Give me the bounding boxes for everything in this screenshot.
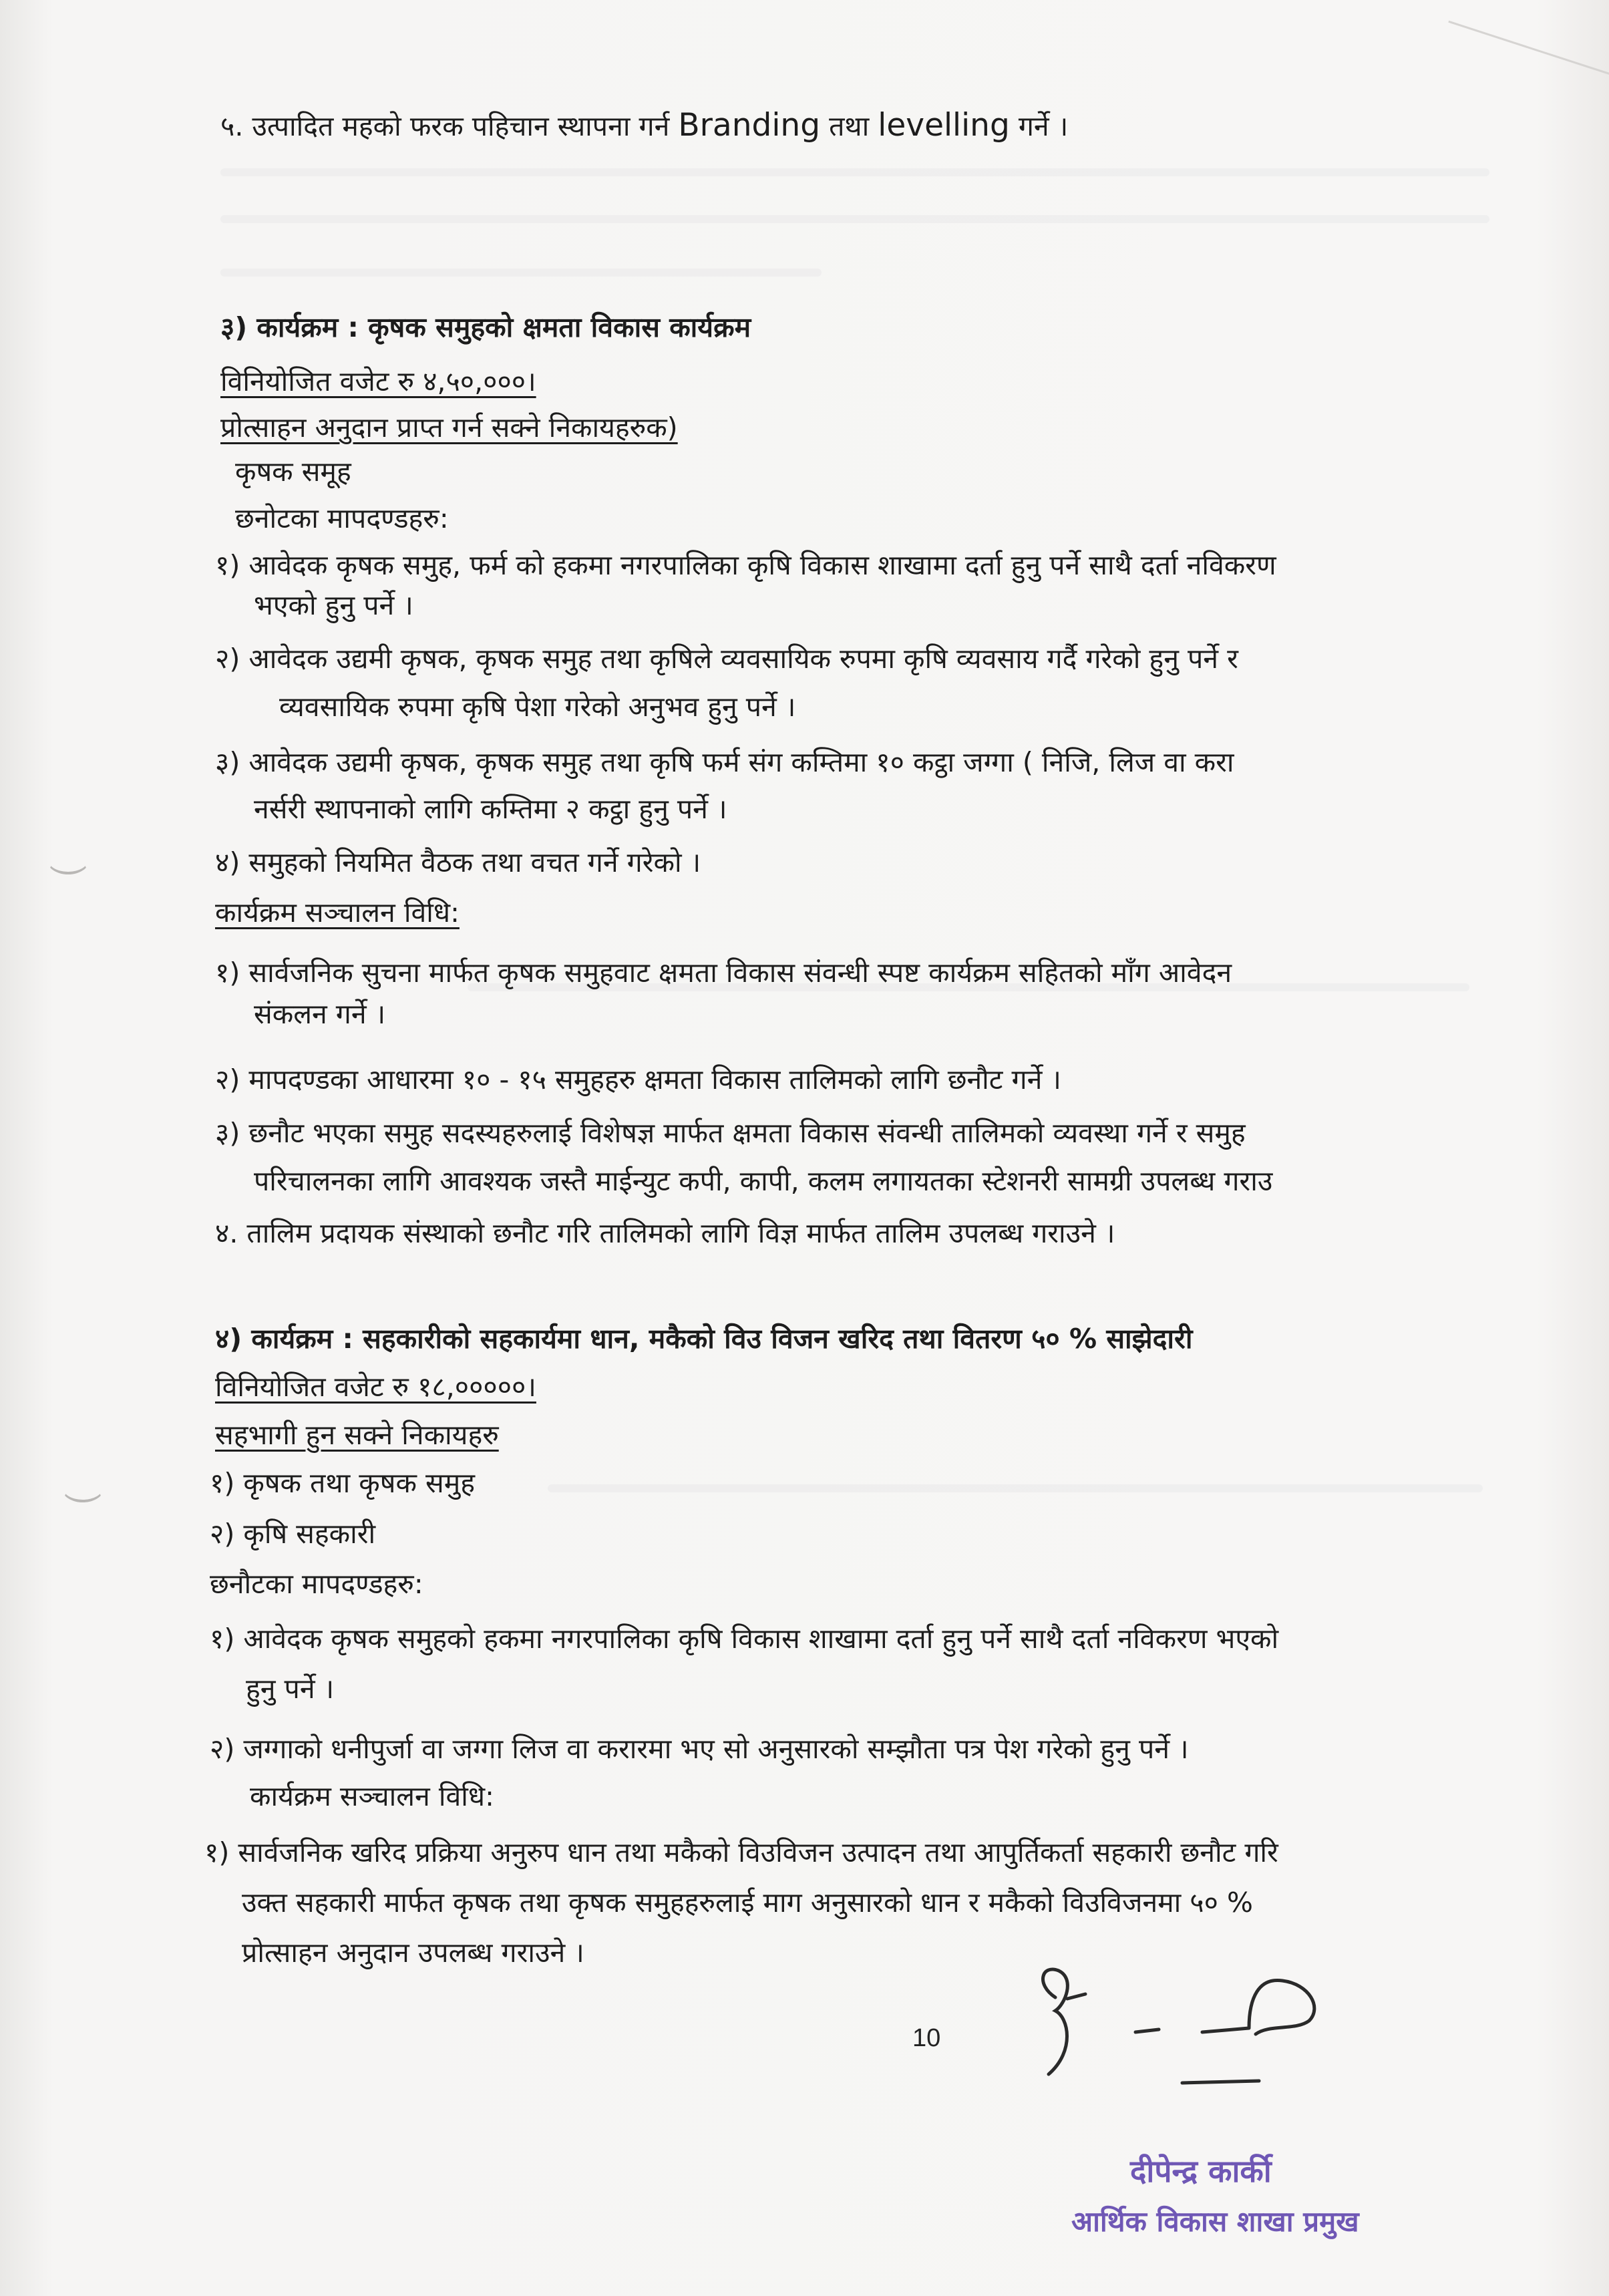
bleed-through-mark bbox=[220, 215, 1489, 223]
text-fragment: छनोटका मापदण्डहरु: bbox=[235, 502, 449, 534]
text-fragment: ४. तालिम प्रदायक संस्थाको छनौट गरि तालिमको लागि विज्ञ मार्फत तालिम उपलब्ध गराउने । bbox=[215, 1217, 1115, 1249]
bleed-through-mark bbox=[220, 168, 1489, 176]
text-fragment: १) आवेदक कृषक समुह, फर्म को हकमा नगरपालिका कृषि विकास शाखामा दर्ता हुनु पर्ने साथै दर्ता नविकरण bbox=[215, 549, 1276, 581]
text-fragment: levelling bbox=[878, 107, 1010, 144]
text-line bbox=[215, 954, 1232, 991]
subheading bbox=[220, 409, 678, 446]
text-fragment: २) जग्गाको धनीपुर्जा वा जग्गा लिज वा करारमा भए सो अनुसारको सम्झौता पत्र पेश गरेको हुनु पर्ने । bbox=[210, 1733, 1189, 1765]
text-line bbox=[235, 453, 351, 490]
stamp-officer-title: आर्थिक विकास शाखा प्रमुख bbox=[1071, 2205, 1359, 2238]
text-fragment: २) कृषि सहकारी bbox=[210, 1518, 376, 1550]
section-heading bbox=[220, 309, 751, 346]
text-fragment: १) कृषक तथा कृषक समुह bbox=[210, 1467, 475, 1499]
text-line bbox=[250, 1778, 494, 1815]
text-line bbox=[210, 1464, 475, 1502]
text-fragment: प्रोत्साहन अनुदान प्राप्त गर्न सक्ने निकायहरुक) bbox=[220, 412, 678, 444]
text-fragment: उक्त सहकारी मार्फत कृषक तथा कृषक समुहहरुलाई माग अनुसारको धान र मकैको विउविजनमा ५० % bbox=[242, 1887, 1253, 1919]
text-fragment: भएको हुनु पर्ने । bbox=[254, 589, 413, 621]
text-fragment: २) आवेदक उद्यमी कृषक, कृषक समुह तथा कृषिले व्यवसायिक रुपमा कृषि व्यवसाय गर्दै गरेको हुनु पर्ने र bbox=[215, 643, 1238, 675]
text-line bbox=[215, 1061, 1061, 1098]
stamp-officer-name: दीपेन्द्र कार्की bbox=[1130, 2153, 1272, 2189]
text-fragment: सहभागी हुन सक्ने निकायहरु bbox=[215, 1419, 499, 1451]
text-line bbox=[235, 500, 449, 537]
text-fragment: तथा bbox=[820, 110, 878, 142]
text-fragment: कार्यक्रम सञ्चालन विधि: bbox=[215, 896, 460, 929]
text-fragment: ३) आवेदक उद्यमी कृषक, कृषक समुह तथा कृषि फर्म संग कम्तिमा १० कट्ठा जग्गा ( निजि, लिज वा करा bbox=[215, 746, 1234, 778]
text-line bbox=[254, 587, 413, 624]
section-heading bbox=[215, 1320, 1192, 1357]
text-fragment: गर्ने । bbox=[1009, 110, 1069, 142]
text-line bbox=[254, 790, 727, 828]
text-line bbox=[215, 1214, 1115, 1252]
subheading bbox=[215, 1368, 536, 1406]
text-fragment: परिचालनका लागि आवश्यक जस्तै माईन्युट कपी, कापी, कलम लगायतका स्टेशनरी सामग्री उपलब्ध गराउ bbox=[254, 1165, 1273, 1197]
bleed-through-mark bbox=[220, 269, 822, 277]
handwritten-signature bbox=[1029, 1957, 1483, 2111]
text-fragment: २) मापदण्डका आधारमा १० - १५ समुहहरु क्षमता विकास तालिमको लागि छनौट गर्ने । bbox=[215, 1063, 1061, 1096]
text-line bbox=[215, 1114, 1246, 1152]
page-number: 10 bbox=[912, 2024, 941, 2052]
text-line bbox=[210, 1515, 375, 1552]
text-fragment: विनियोजित वजेट रु १८,०००००। bbox=[215, 1371, 536, 1403]
text-fragment: ४) कार्यक्रम : सहकारीको सहकार्यमा धान, मकैको विउ विजन खरिद तथा वितरण ५० % साझेदारी bbox=[215, 1323, 1193, 1355]
text-line bbox=[246, 1670, 334, 1707]
text-fragment: संकलन गर्ने । bbox=[254, 998, 386, 1030]
subheading bbox=[215, 1416, 499, 1454]
text-fragment: छनौटका मापदण्डहरु: bbox=[210, 1568, 423, 1600]
text-fragment: प्रोत्साहन अनुदान उपलब्ध गराउने । bbox=[242, 1937, 584, 1969]
text-line bbox=[210, 1620, 1278, 1657]
text-fragment: हुनु पर्ने । bbox=[246, 1673, 335, 1705]
text-fragment: ३) छनौट भएका समुह सदस्यहरुलाई विशेषज्ञ मार्फत क्षमता विकास संवन्धी तालिमको व्यवस्था गर्ने र समुह bbox=[215, 1117, 1246, 1149]
text-line bbox=[254, 1162, 1272, 1200]
text-line bbox=[242, 1934, 584, 1971]
bleed-through-mark bbox=[548, 1484, 1483, 1492]
punch-hole-mark bbox=[47, 845, 90, 874]
text-line bbox=[210, 1730, 1189, 1768]
text-line bbox=[215, 744, 1234, 781]
text-fragment: ३) कार्यक्रम : कृषक समुहको क्षमता विकास कार्यक्रम bbox=[220, 311, 751, 343]
text-fragment: नर्सरी स्थापनाको लागि कम्तिमा २ कट्ठा हुनु पर्ने । bbox=[254, 793, 727, 825]
text-fragment: व्यवसायिक रुपमा कृषि पेशा गरेको अनुभव हुनु पर्ने । bbox=[279, 691, 796, 723]
text-line bbox=[220, 107, 1068, 144]
text-fragment: ४) समुहको नियमित वैठक तथा वचत गर्ने गरेको । bbox=[215, 846, 701, 878]
text-line bbox=[204, 1834, 1278, 1871]
text-line bbox=[210, 1565, 423, 1603]
text-line bbox=[215, 844, 701, 881]
text-line bbox=[279, 688, 795, 725]
subheading bbox=[220, 363, 536, 400]
text-fragment: कार्यक्रम सञ्चालन विधि: bbox=[250, 1780, 494, 1812]
text-line bbox=[242, 1884, 1253, 1921]
text-line bbox=[215, 546, 1276, 584]
text-fragment: १) आवेदक कृषक समुहको हकमा नगरपालिका कृषि विकास शाखामा दर्ता हुनु पर्ने साथै दर्ता नविकरण भएको bbox=[210, 1623, 1279, 1655]
punch-hole-mark bbox=[61, 1473, 104, 1502]
text-line bbox=[254, 995, 385, 1033]
text-fragment: १) सार्वजनिक खरिद प्रक्रिया अनुरुप धान तथा मकैको विउविजन उत्पादन तथा आपुर्तिकर्ता सहकारी छनौट गरि bbox=[204, 1836, 1278, 1868]
text-fragment: Branding bbox=[678, 107, 821, 144]
text-line bbox=[215, 640, 1238, 677]
text-fragment: ५. उत्पादित महको फरक पहिचान स्थापना गर्न bbox=[220, 110, 679, 142]
subheading bbox=[215, 894, 460, 931]
text-fragment: कृषक समूह bbox=[235, 456, 351, 488]
text-fragment: १) सार्वजनिक सुचना मार्फत कृषक समुहवाट क्षमता विकास संवन्धी स्पष्ट कार्यक्रम सहितको माँग आवेदन bbox=[215, 957, 1232, 989]
text-fragment: विनियोजित वजेट रु ४,५०,०००। bbox=[220, 365, 536, 397]
